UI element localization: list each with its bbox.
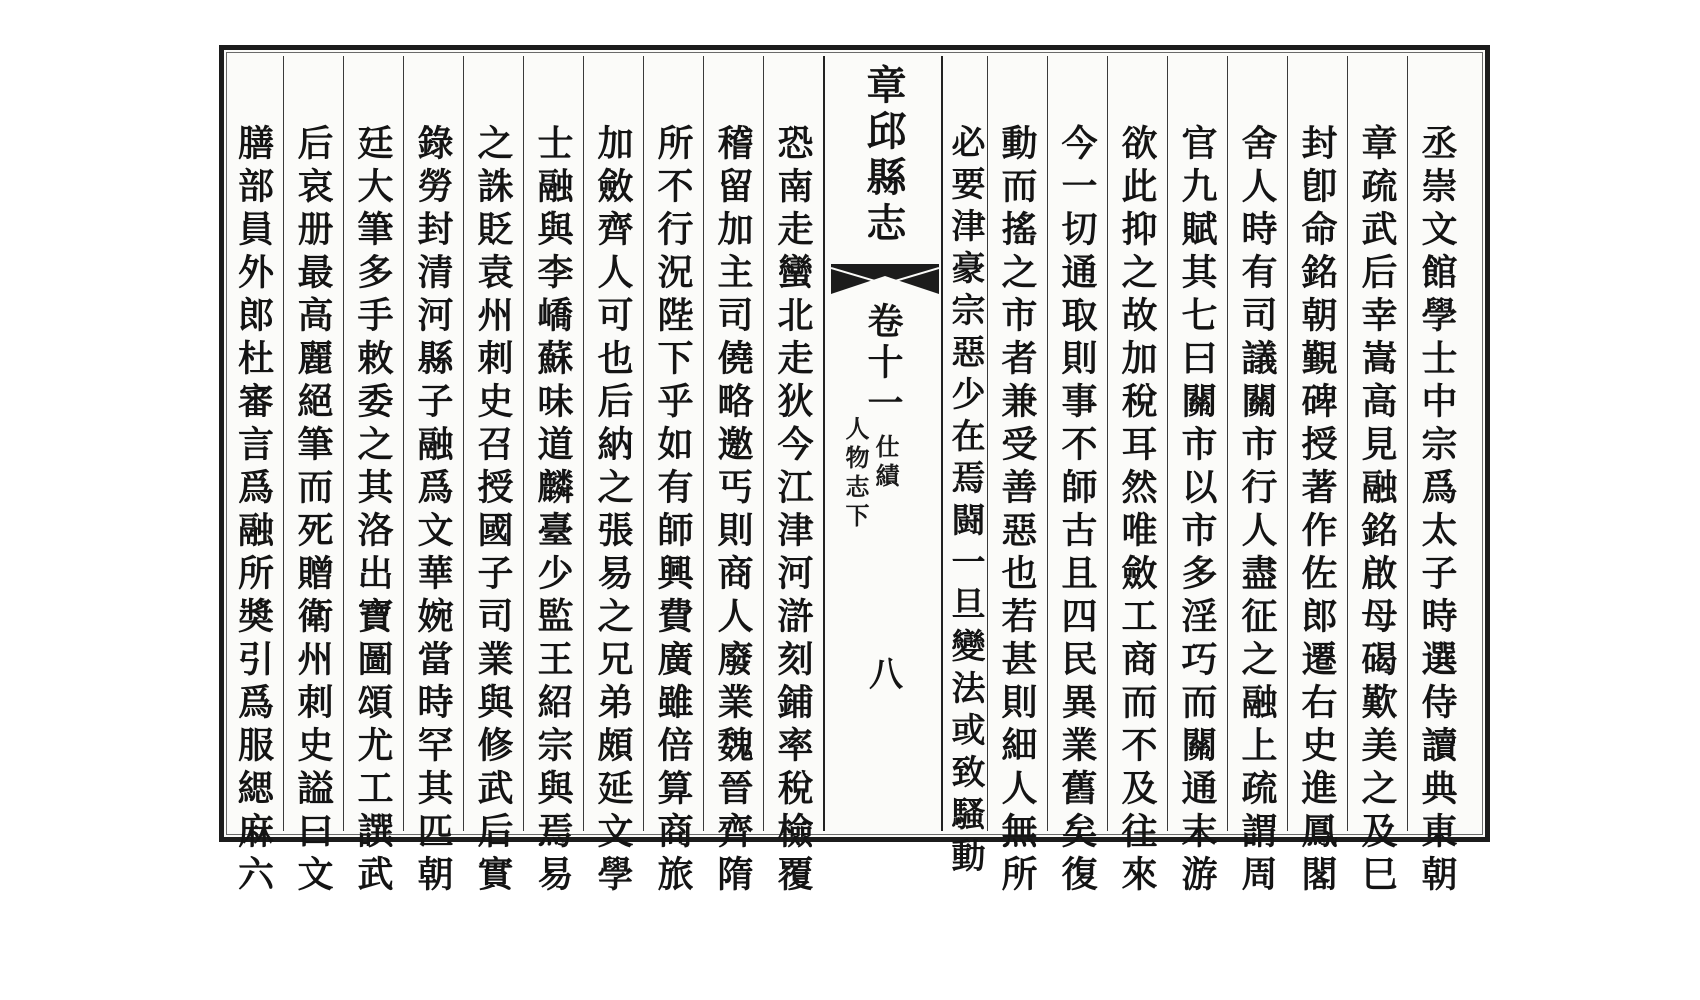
text-column bbox=[224, 56, 283, 898]
column-text: 欲此抑之故加稅耳然唯斂工商而不及往來 bbox=[1116, 124, 1158, 898]
column-rule bbox=[703, 56, 704, 831]
column-text: 動而搖之市者兼受善惡也若甚則細人無所 bbox=[996, 124, 1038, 898]
column-rule bbox=[283, 56, 284, 831]
text-column bbox=[943, 56, 987, 880]
text-column bbox=[1107, 56, 1167, 898]
column-rule bbox=[463, 56, 464, 831]
section-label: 人物志下 bbox=[841, 416, 870, 532]
center-column bbox=[823, 56, 943, 831]
text-column bbox=[583, 56, 643, 898]
text-column bbox=[1047, 56, 1107, 898]
column-text: 膳部員外郎杜審言爲融所奬引爲服緦麻六 bbox=[232, 124, 275, 898]
fish-tail-mark bbox=[831, 264, 939, 294]
text-column bbox=[1287, 56, 1347, 898]
book-title: 章邱縣志 bbox=[860, 64, 907, 248]
column-text: 廷大筆多手敕委之其洛出寶圖頌尤工譔武 bbox=[352, 124, 394, 898]
column-text: 士融與李嶠蘇味道麟臺少監王紹宗與焉易 bbox=[532, 124, 574, 898]
subsection-label: 仕績 bbox=[871, 434, 900, 492]
text-column bbox=[763, 56, 823, 898]
column-rule bbox=[523, 56, 524, 831]
text-column bbox=[463, 56, 523, 898]
column-rule bbox=[643, 56, 644, 831]
column-rule bbox=[987, 56, 988, 831]
column-text: 封卽命銘朝覲碑授著作佐郎遷右史進鳳閣 bbox=[1296, 124, 1338, 898]
column-text: 稽留加主司僥略邀丐則商人廢業魏晉齊隋 bbox=[712, 124, 754, 898]
column-text: 丞崇文館學士中宗爲太子時選侍讀典東朝 bbox=[1416, 124, 1458, 898]
text-column bbox=[1167, 56, 1227, 898]
page-number: 八 bbox=[862, 656, 903, 690]
column-text: 錄勞封清河縣子融爲文華婉當時罕其匹朝 bbox=[412, 124, 454, 898]
woodblock-page bbox=[219, 45, 1490, 898]
column-rule bbox=[403, 56, 404, 831]
text-column bbox=[343, 56, 403, 898]
column-rule bbox=[1167, 56, 1168, 831]
column-text: 之誅貶袁州刺史召授國子司業與修武后實 bbox=[472, 124, 514, 898]
column-rule bbox=[1407, 56, 1408, 831]
text-column bbox=[703, 56, 763, 898]
column-text: 官九賦其七曰關市以市多淫巧而關通末游 bbox=[1176, 124, 1218, 898]
column-rule bbox=[1347, 56, 1348, 831]
volume-label: 卷十一 bbox=[862, 302, 904, 425]
text-column bbox=[523, 56, 583, 898]
column-rule bbox=[1047, 56, 1048, 831]
column-text: 今一切通取則事不師古且四民異業舊矣復 bbox=[1056, 124, 1098, 898]
column-text: 必要津豪宗惡少在焉闘一旦變法或致騷動 bbox=[945, 124, 985, 880]
text-column bbox=[1407, 56, 1467, 898]
column-text: 加斂齊人可也后納之張易之兄弟頗延文學 bbox=[592, 124, 634, 898]
column-text: 后哀册最高麗絕筆而死贈衛州刺史謚曰文 bbox=[292, 124, 334, 898]
column-rule bbox=[343, 56, 344, 831]
column-rule bbox=[1287, 56, 1288, 831]
column-rule bbox=[583, 56, 584, 831]
text-column bbox=[283, 56, 343, 898]
text-column bbox=[403, 56, 463, 898]
column-text: 章疏武后幸嵩高見融銘啟母碣歎美之及巳 bbox=[1356, 124, 1398, 898]
text-column bbox=[643, 56, 703, 898]
column-text: 舍人時有司議關市行人盡征之融上疏謂周 bbox=[1236, 124, 1278, 898]
text-column bbox=[1347, 56, 1407, 898]
column-rule bbox=[1227, 56, 1228, 831]
column-text: 恐南走蠻北走狄今江津河滸刻鋪率稅檢覆 bbox=[772, 124, 814, 898]
column-rule bbox=[763, 56, 764, 831]
text-column bbox=[1227, 56, 1287, 898]
column-rule bbox=[1107, 56, 1108, 831]
column-text: 所不行況陛下乎如有師興費廣雖倍算商旅 bbox=[652, 124, 694, 898]
